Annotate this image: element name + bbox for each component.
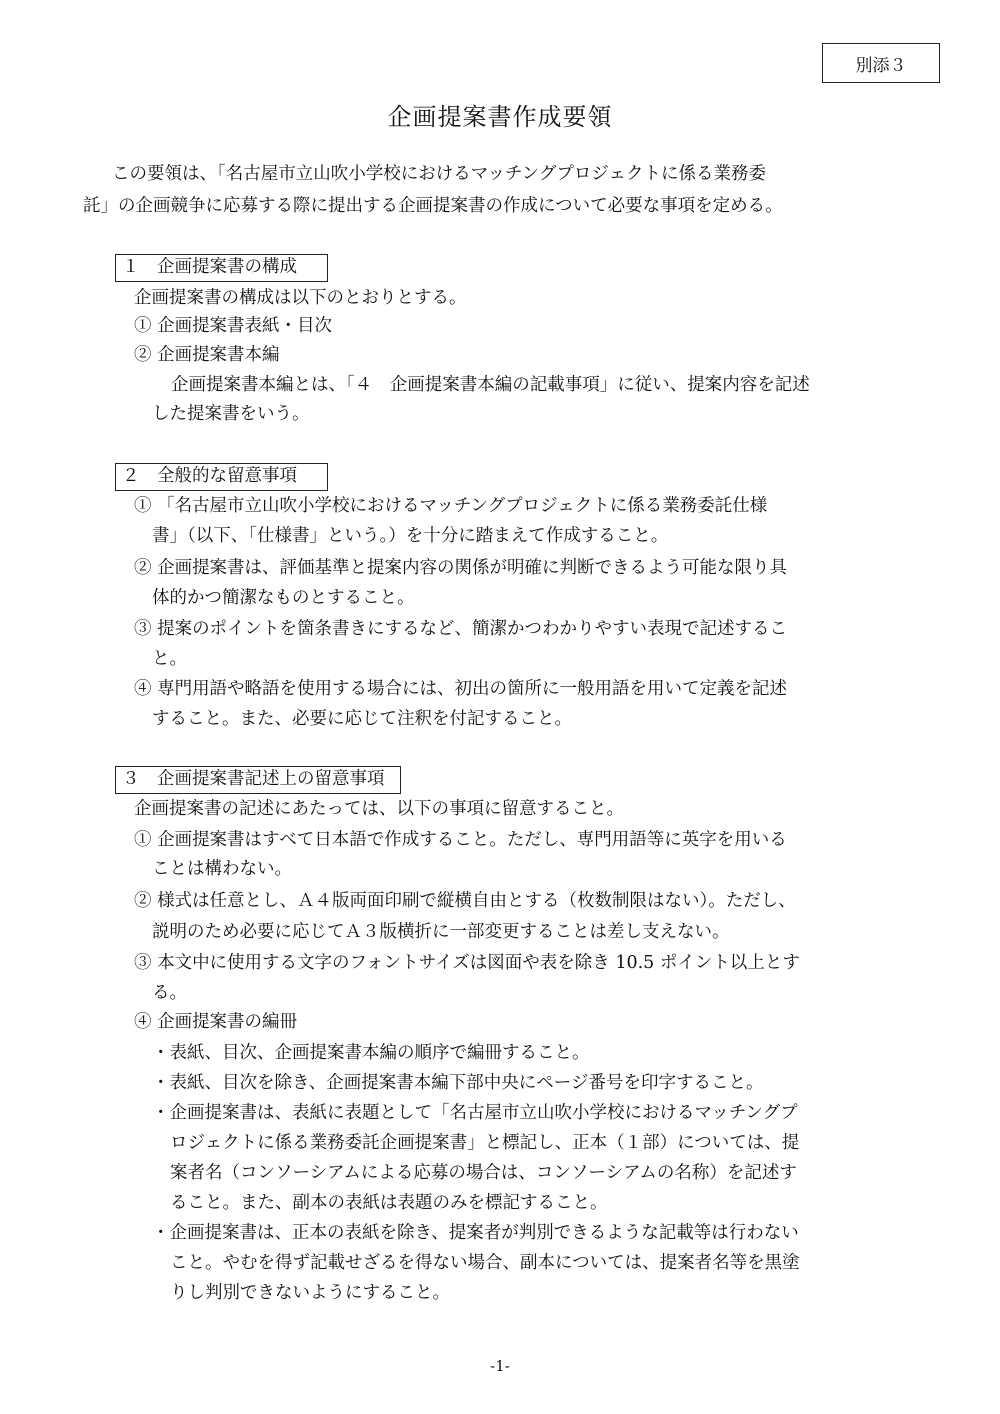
list-item: ② 企画提案書本編: [134, 345, 280, 365]
list-item: ③ 提案のポイントを箇条書きにするなど、簡潔かつわかりやすい表現で記述するこ: [134, 619, 788, 639]
list-item: ④ 専門用語や略語を使用する場合には、初出の箇所に一般用語を用いて定義を記述: [134, 679, 788, 699]
body-line: した提案書をいう。: [152, 404, 310, 424]
body-line: 企画提案書の記述にあたっては、以下の事項に留意すること。: [134, 799, 624, 819]
list-item: ② 様式は任意とし、Ａ４版両面印刷で縦横自由とする（枚数制限はない）。ただし、: [134, 891, 796, 911]
body-line: 体的かつ簡潔なものとすること。: [152, 588, 415, 608]
body-line: 説明のため必要に応じてＡ３版横折に一部変更することは差し支えない。: [152, 922, 730, 942]
body-line: 企画提案書本編とは、「４ 企画提案書本編の記載事項」に従い、提案内容を記述: [171, 375, 810, 395]
bullet-item: ・表紙、目次を除き、企画提案書本編下部中央にページ番号を印字すること。: [152, 1073, 764, 1093]
list-item: ① 企画提案書はすべて日本語で作成すること。ただし、専門用語等に英字を用いる: [134, 830, 787, 850]
intro-line: この要領は、「名古屋市立山吹小学校におけるマッチングプロジェクトに係る業務委: [112, 164, 766, 184]
body-line: すること。また、必要に応じて注釈を付記すること。: [152, 709, 572, 729]
page-number: -1-: [490, 1357, 510, 1375]
section-heading: ２ 全般的な留意事項: [115, 463, 328, 491]
list-item: ① 企画提案書表紙・目次: [134, 316, 333, 336]
list-item: ③ 本文中に使用する文字のフォントサイズは図面や表を除き 10.5 ポイント以上とす: [134, 953, 800, 973]
body-line: ことは構わない。: [152, 859, 292, 879]
body-line: ること。また、副本の表紙は表題のみを標記すること。: [170, 1193, 608, 1213]
intro-line: 託」の企画競争に応募する際に提出する企画提案書の作成について必要な事項を定める。: [83, 196, 783, 216]
bullet-item: ・企画提案書は、表紙に表題として「名古屋市立山吹小学校におけるマッチングプ: [152, 1103, 798, 1123]
list-item: ④ 企画提案書の編冊: [134, 1012, 298, 1032]
body-line: ロジェクトに係る業務委託企画提案書」と標記し、正本（１部）については、提: [170, 1133, 800, 1153]
body-line: と。: [152, 649, 187, 669]
body-line: りし判別できないようにすること。: [170, 1283, 450, 1303]
bullet-item: ・表紙、目次、企画提案書本編の順序で編冊すること。: [152, 1043, 590, 1063]
bullet-item: ・企画提案書は、正本の表紙を除き、提案者が判別できるような記載等は行わない: [152, 1223, 799, 1243]
section-heading: １ 企画提案書の構成: [115, 254, 328, 282]
body-line: 企画提案書の構成は以下のとおりとする。: [134, 288, 467, 308]
document-title: 企画提案書作成要領: [387, 103, 613, 131]
list-item: ② 企画提案書は、評価基準と提案内容の関係が明確に判断できるよう可能な限り具: [134, 558, 788, 578]
body-line: る。: [152, 983, 187, 1003]
section-heading: ３ 企画提案書記述上の留意事項: [115, 766, 401, 794]
body-line: 書」（以下、「仕様書」という。）を十分に踏まえて作成すること。: [152, 526, 669, 546]
body-line: 案者名（コンソーシアムによる応募の場合は、コンソーシアムの名称）を記述す: [170, 1163, 797, 1183]
attachment-label: 別添３: [822, 43, 940, 83]
body-line: こと。やむを得ず記載せざるを得ない場合、副本については、提案者名等を黒塗: [170, 1253, 800, 1273]
list-item: ① 「名古屋市立山吹小学校におけるマッチングプロジェクトに係る業務委託仕様: [134, 496, 768, 516]
